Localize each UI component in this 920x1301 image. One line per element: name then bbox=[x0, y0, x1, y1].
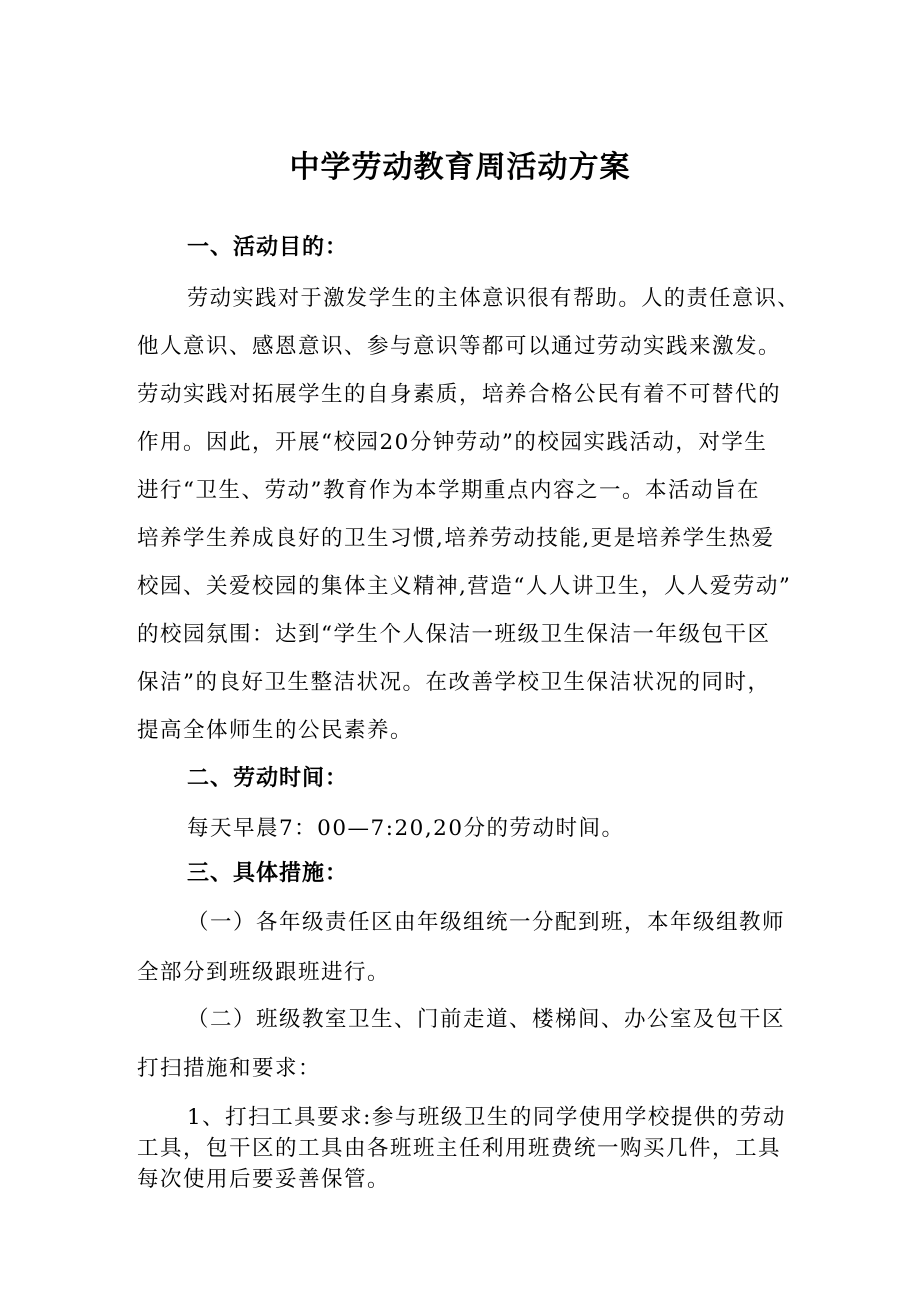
paragraph-line: 培养学生养成良好的卫生习惯,培养劳动技能,更是培养学生热爱 bbox=[137, 526, 775, 551]
section-heading-measures: 三、具体措施： bbox=[187, 861, 349, 886]
paragraph-line: 的校园氛围：达到“学生个人保洁一班级卫生保洁一年级包干区 bbox=[137, 622, 771, 647]
paragraph-line: 全部分到班级跟班进行。 bbox=[137, 960, 391, 985]
paragraph-line: 作用。因此，开展“校园20分钟劳动”的校园实践活动，对学生 bbox=[137, 430, 768, 455]
paragraph-line: 进行“卫生、劳动”教育作为本学期重点内容之一。本活动旨在 bbox=[137, 478, 760, 503]
paragraph-line: 每天早晨7：00—7:20,20分的劳动时间。 bbox=[187, 816, 625, 841]
paragraph-line: 打扫措施和要求： bbox=[137, 1056, 322, 1081]
paragraph-line: 他人意识、感恩意识、参与意识等都可以通过劳动实践来激发。 bbox=[137, 334, 782, 359]
paragraph-line: 校园、关爱校园的集体主义精神,营造“人人讲卫生，人人爱劳动” bbox=[137, 574, 792, 599]
section-heading-time: 二、劳动时间： bbox=[187, 766, 349, 791]
paragraph-line: （二）班级教室卫生、门前走道、楼梯间、办公室及包干区 bbox=[187, 1007, 786, 1032]
section-heading-purpose: 一、活动目的： bbox=[187, 235, 349, 260]
document-title: 中学劳动教育周活动方案 bbox=[289, 150, 631, 185]
paragraph-line: 保洁”的良好卫生整洁状况。在改善学校卫生保洁状况的同时， bbox=[137, 670, 771, 695]
paragraph-line: 劳动实践对拓展学生的自身素质，培养合格公民有着不可替代的 bbox=[137, 382, 782, 407]
paragraph-line: 提高全体师生的公民素养。 bbox=[137, 718, 414, 743]
paragraph-line: 劳动实践对于激发学生的主体意识很有帮助。人的责任意识、 bbox=[187, 286, 801, 311]
paragraph-line: 1、打扫工具要求:参与班级卫生的同学使用学校提供的劳动 bbox=[187, 1105, 786, 1130]
paragraph-line: 工具，包干区的工具由各班班主任利用班费统一购买几件，工具 bbox=[137, 1136, 782, 1161]
paragraph-line: 每次使用后要妥善保管。 bbox=[137, 1167, 391, 1192]
paragraph-line: （一）各年级责任区由年级组统一分配到班，本年级组教师 bbox=[187, 910, 786, 935]
